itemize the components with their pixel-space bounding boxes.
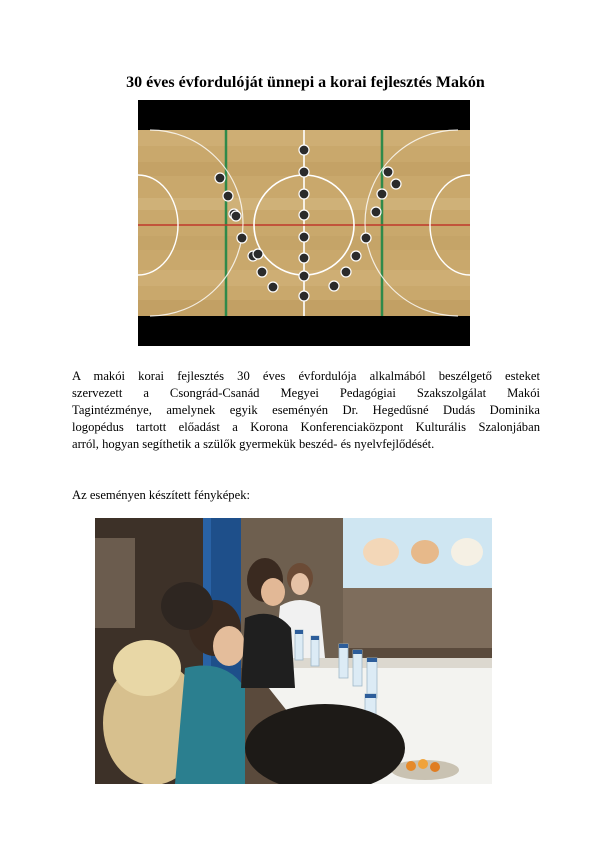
paragraph-line: logopédus tartott előadást a Korona Konferenciaközpont Kulturális Szalonjában [72, 420, 540, 434]
presentation-room-illustration [95, 518, 492, 784]
event-presentation-photo [95, 518, 492, 784]
gym-floor-circle-photo [138, 100, 470, 346]
paragraph-line: szervezett a Csongrád-Csanád Megyei Pedagógiai Szakszolgálat Makói [72, 386, 540, 400]
gym-floor-illustration [138, 100, 470, 346]
document-title: 30 éves évfordulóját ünnepi a korai fejlesztés Makón [126, 74, 485, 91]
paragraph-line: Tagintézménye, amelynek egyik eseményén Dr. Hegedűsné Dudás Dominika [72, 403, 540, 417]
paragraph-line: A makói korai fejlesztés 30 éves évfordulója alkalmából beszélgető esteket [72, 369, 540, 383]
photos-caption: Az eseményen készített fényképek: [72, 488, 250, 502]
event-description-paragraph [72, 368, 540, 453]
paragraph-line: arról, hogyan segíthetik a szülők gyermekük beszéd- és nyelvfejlődését. [72, 437, 435, 451]
